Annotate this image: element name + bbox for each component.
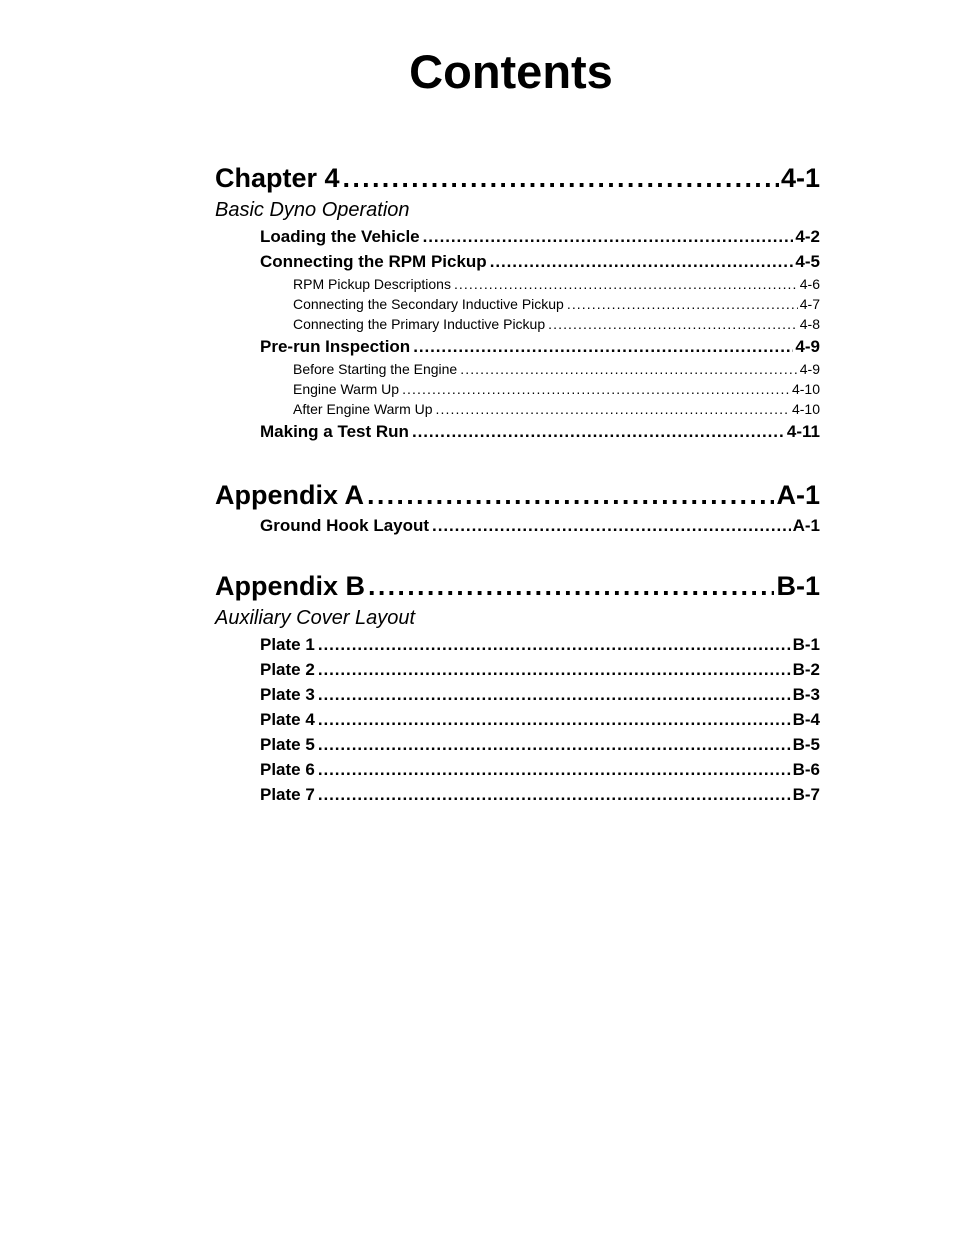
toc-page-number: B-5 [792, 735, 820, 754]
toc-page-number: 4-9 [799, 361, 820, 377]
toc-page-number: A-1 [776, 480, 820, 510]
toc-entry-label: Plate 3 [260, 685, 315, 704]
toc-page-number: 4-1 [780, 163, 820, 193]
toc-entry-label: Plate 6 [260, 760, 315, 779]
toc-entry[interactable] [260, 249, 820, 274]
toc-page-number: B-2 [792, 660, 820, 679]
toc-entry-label: Chapter 4 [215, 163, 340, 193]
toc-entry-label: Appendix B [215, 571, 366, 601]
toc-entry[interactable] [260, 657, 820, 682]
toc-entry-label: Before Starting the Engine [293, 361, 458, 377]
dot-leader [412, 419, 785, 444]
toc-page-number: 4-2 [795, 227, 820, 246]
page-title: Contents [409, 45, 613, 98]
toc-page-number: 4-11 [786, 422, 820, 441]
dot-leader [367, 477, 774, 513]
toc-entry-label: Engine Warm Up [293, 381, 400, 397]
toc-page-number: 4-5 [795, 252, 820, 271]
toc-subentry[interactable] [293, 314, 820, 334]
toc-entry[interactable] [260, 707, 820, 732]
dot-leader [423, 224, 794, 249]
toc-subentry[interactable] [293, 274, 820, 294]
toc-page-number: 4-9 [795, 337, 820, 356]
toc-subentry[interactable] [293, 399, 820, 419]
toc-page-number: A-1 [792, 516, 820, 535]
toc-page-number: B-6 [792, 760, 820, 779]
dot-leader [318, 632, 791, 657]
dot-leader [318, 682, 791, 707]
toc-entry-label: Loading the Vehicle [260, 227, 420, 246]
dot-leader [343, 160, 779, 196]
dot-leader [548, 314, 798, 334]
dot-leader [318, 757, 791, 782]
dot-leader [413, 334, 793, 359]
toc-entry-label: Connecting the Secondary Inductive Pickup [293, 296, 564, 312]
toc-entry-label: Plate 7 [260, 785, 315, 804]
toc-entry-label: Making a Test Run [260, 422, 409, 441]
toc-entry[interactable] [260, 334, 820, 359]
dot-leader [318, 657, 791, 682]
section-spacer [215, 444, 820, 477]
toc-entry-label: Plate 5 [260, 735, 315, 754]
toc-page-number: B-1 [792, 635, 820, 654]
dot-leader [490, 249, 794, 274]
toc-entry-label: RPM Pickup Descriptions [293, 276, 451, 292]
toc-entry-label: Plate 2 [260, 660, 315, 679]
appendix-subtitle: Auxiliary Cover Layout [215, 607, 416, 629]
dot-leader [432, 513, 791, 538]
dot-leader [318, 732, 791, 757]
toc-appendix-a[interactable] [215, 477, 820, 513]
toc-entry-label: Connecting the RPM Pickup [260, 252, 487, 271]
toc-subentry[interactable] [293, 294, 820, 314]
toc-chapter-4[interactable] [215, 160, 820, 196]
dot-leader [436, 399, 790, 419]
toc-appendix-b[interactable] [215, 568, 820, 604]
toc-entry[interactable] [260, 782, 820, 807]
toc-entry-label: Plate 1 [260, 635, 315, 654]
toc-entry[interactable] [260, 682, 820, 707]
toc-entry-label: Connecting the Primary Inductive Pickup [293, 316, 546, 332]
toc-entry[interactable] [260, 419, 820, 444]
toc-entry-label: After Engine Warm Up [293, 401, 433, 417]
toc-entry[interactable] [260, 632, 820, 657]
toc-entry[interactable] [260, 732, 820, 757]
dot-leader [454, 274, 798, 294]
toc-entry-label: Ground Hook Layout [260, 516, 430, 535]
toc-page-number: 4-8 [799, 316, 820, 332]
dot-leader [567, 294, 798, 314]
toc-entry[interactable] [260, 224, 820, 249]
toc-page-number: 4-10 [791, 401, 820, 417]
dot-leader [318, 782, 791, 807]
toc-page-number: B-7 [792, 785, 820, 804]
toc-page-number: 4-7 [799, 296, 820, 312]
toc-entry-label: Plate 4 [260, 710, 315, 729]
dot-leader [368, 568, 774, 604]
toc-page-number: B-3 [792, 685, 820, 704]
toc-subentry[interactable] [293, 359, 820, 379]
toc-page-number: B-1 [776, 571, 820, 601]
table-of-contents [215, 160, 820, 807]
dot-leader [402, 379, 790, 399]
toc-page-number: 4-10 [791, 381, 820, 397]
dot-leader [460, 359, 798, 379]
toc-entry-label: Pre-run Inspection [260, 337, 411, 356]
toc-entry-label: Appendix A [215, 480, 365, 510]
toc-subentry[interactable] [293, 379, 820, 399]
toc-entry[interactable] [260, 513, 820, 538]
section-spacer [215, 538, 820, 568]
toc-page-number: 4-6 [799, 276, 820, 292]
toc-page-number: B-4 [792, 710, 820, 729]
chapter-subtitle: Basic Dyno Operation [215, 199, 410, 221]
dot-leader [318, 707, 791, 732]
toc-entry[interactable] [260, 757, 820, 782]
